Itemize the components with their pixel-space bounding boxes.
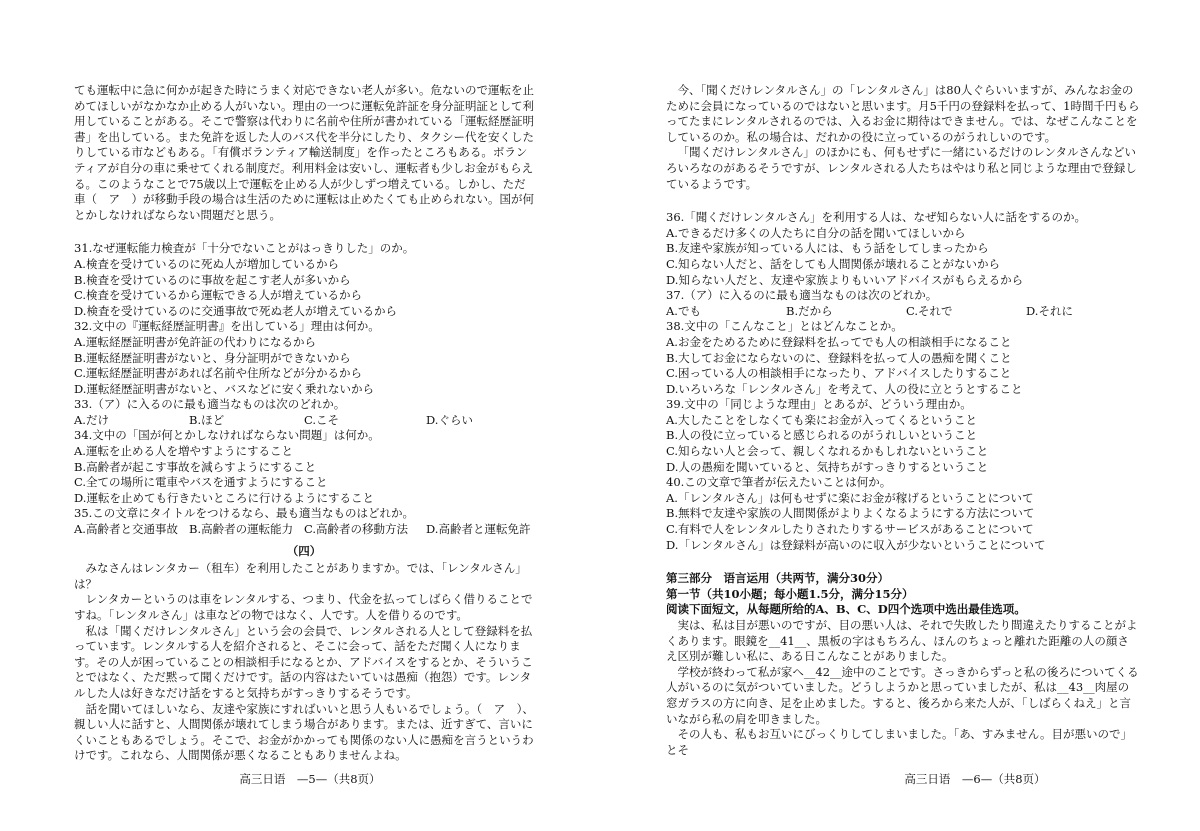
question-39: 39.文中の「同じような理由」とあるが、どういう理由か。: [666, 397, 972, 412]
option-40-d: D.「レンタルさん」は登録料が高いのに収入が少ないということについて: [666, 537, 1046, 552]
question-31: 31.なぜ運転能力検査が「十分でないことがはっきりした」のか。: [74, 241, 415, 256]
option-39-c: C.知らない人と会って、親しくなれるかもしれないということ: [666, 444, 989, 459]
right-page: [600, 0, 1200, 831]
question-35: 35.この文章にタイトルをつけるなら、最も適当なものはどれか。: [74, 506, 415, 521]
option-33-a: A.だけ: [74, 412, 109, 427]
option-33-d: D.ぐらい: [426, 412, 473, 427]
option-39-d: D.人の愚痴を聞いていると、気持ちがすっきりするということ: [666, 459, 989, 474]
option-36-d: D.知らない人だと、友達や家族よりもいいアドバイスがもらえるから: [666, 272, 1024, 287]
option-35-d: D.高齢者と運転免許: [426, 522, 531, 537]
options-33: [74, 413, 534, 429]
cloze-paragraph-2: 学校が終わって私が家へ__42__途中のことです。さっきからずっと私の後ろについてくる人がいるのに気がついていました。どうしようかと思っていましたが、私は__43__肉屋の窓ガラスの方に向き、足を止めました。すると、後ろから来た人が、「しばらくねえ」と言いながら私の肩を叩きました。: [666, 664, 1139, 726]
right-column: [666, 83, 1140, 758]
option-38-d: D.いろいろな「レンタルさん」を考えて、人の役に立とうとすること: [666, 381, 1023, 396]
option-37-b: B.だから: [786, 303, 833, 318]
section-1-heading: 第一节（共10小题；每小题1.5分，满分15分）: [666, 586, 914, 601]
reading-4-paragraph-5: 今、「聞くだけレンタルさん」の「レンタルさん」は80人ぐらいいますが、みんなお金のために会員になっているのではないと思います。月5千円の登録料を払って、1時間千円もらってたまにレンタルされるのでは、入るお金に期待はできません。では、なぜこんなことをしているのか。私の場合は、だれかの役に立っているのがうれしいのです。: [666, 83, 1140, 144]
option-37-d: D.それに: [1026, 303, 1073, 318]
question-40: 40.この文章で筆者が伝えたいことは何か。: [666, 475, 892, 490]
question-37: 37.（ア）に入るのに最も適当なものは次のどれか。: [666, 288, 938, 303]
reading-4-paragraph-4: 話を聞いてほしいなら、友達や家族にすればいいと思う人もいるでしょう。（ ア ）、親しい人に話すと、人間関係が壊れてしまう場合があります。または、近すぎて、言いにくいこともあるでしょう。そこで、お金がかかっても関係のない人に愚痴を言うというわけです。これなら、人間関係が悪くなることもありませんよね。: [74, 701, 534, 763]
question-36: 36.「聞くだけレンタルさん」を利用する人は、なぜ知らない人に話をするのか。: [666, 210, 1087, 225]
option-40-c: C.有料で人をレンタルしたりされたりするサービスがあることについて: [666, 522, 1034, 537]
option-33-c: C.こそ: [304, 412, 340, 427]
options-37: [666, 304, 1140, 320]
option-38-b: B.大してお金にならないのに、登録料を払って人の愚痴を聞くこと: [666, 350, 1012, 365]
option-34-a: A.運転を止める人を増やすようにすること: [74, 444, 293, 459]
option-32-d: D.運転経歴証明書がないと、バスなどに安く乗れないから: [74, 381, 374, 396]
option-32-b: B.運転経歴証明書がないと、身分証明ができないから: [74, 350, 351, 365]
option-39-a: A.大したことをしなくても楽にお金が入ってくるということ: [666, 412, 977, 427]
cloze-paragraph-3: その人も、私もお互いにびっくりしてしまいました。「あ、すみません。目が悪いので」とそ: [666, 727, 1132, 757]
option-31-a: A.検査を受けているのに死ぬ人が増加しているから: [74, 256, 339, 271]
option-35-a: A.高齢者と交通事故: [74, 522, 178, 537]
option-40-a: A.「レンタルさん」は何もせずに楽にお金が稼げるということについて: [666, 490, 1034, 505]
question-34: 34.文中の「国が何とかしなければならない問題」は何か。: [74, 428, 380, 443]
left-column: [74, 83, 534, 764]
option-32-c: C.運転経歴証明書があれば名前や住所などが分かるから: [74, 366, 363, 381]
section-4-heading: （四）: [286, 543, 322, 558]
option-35-b: B.高齢者の運転能力: [189, 522, 294, 537]
reading-4-paragraph-2: レンタカーというのは車をレンタルする、つまり、代金を払ってしばらく借りることですね。「レンタルさん」は車などの物ではなく、人です。人を借りるのです。: [74, 592, 533, 622]
page-footer-5: 高三日语 —5—（共8页）: [239, 772, 381, 786]
option-34-b: B.高齢者が起こす事故を減らすようにすること: [74, 459, 317, 474]
option-31-c: C.検査を受けているから運転できる人が増えているから: [74, 288, 363, 303]
option-37-a: A.でも: [666, 303, 701, 318]
option-36-a: A.できるだけ多くの人たちに自分の話を聞いてほしいから: [666, 225, 966, 240]
option-37-c: C.それで: [906, 303, 953, 318]
question-32: 32.文中の『運転経歴証明書』を出している」理由は何か。: [74, 319, 380, 334]
option-36-b: B.友達や家族が知っている人には、もう話をしてしまったから: [666, 241, 989, 256]
reading-passage-3-end: ても運転中に急に何かが起きた時にうまく対応できない老人が多い。危ないので運転を止めてほしいがなかなか止める人がいない。理由の一つに運転免許証を身分証明証として利用していることがある。そこで警察は代わりに名前や住所が書かれている「運転経歴証明書」を出している。また免許を返した人のバス代を半分にしたり、タクシー代を安くしたりしている市などもある。「有償ボランティア輸送制度」を作ったところもある。ボランティアが自分の車に乗せてくれる制度だ。利用料金は安いし、運転者も少しお金がもらえる。このようなことで75歳以上で運転を止める人が少しずつ増えている。しかし、ただ車（ ア ）が移動手段の場合は生活のために運転は止めたくても止められない。国が何とかしなければならない問題だと思う。: [74, 83, 534, 222]
reading-4-paragraph-3: 私は「聞くだけレンタルさん」という会の会員で、レンタルされる人として登録料を払っています。レンタルする人を紹介されると、そこに会って、話をただ聞く人になります。その人が困っていることの相談相手になるとか、アドバイスをするとか、そういうことではなく、ただ黙って聞くだけです。話の内容はたいていは愚痴（抱怨）です。レンタルした人は好きなだけ話をすると気持ちがすっきりするそうです。: [74, 623, 533, 700]
option-34-c: C.全ての場所に電車やバスを通すようにすること: [74, 475, 328, 490]
instruction-text: 阅读下面短文，从每题所给的A、B、C、D四个选项中选出最佳选项。: [666, 602, 1026, 617]
option-31-d: D.検査を受けているのに交通事故で死ぬ老人が増えているから: [74, 303, 397, 318]
reading-4-paragraph-1: みなさんはレンタカー（租车）を利用したことがありますか。では、「レンタルさん」は？: [74, 561, 527, 591]
page-footer-6: 高三日语 —6—（共8页）: [904, 772, 1046, 786]
option-31-b: B.検査を受けているのに事故を起こす老人が多いから: [74, 272, 351, 287]
question-33: 33.（ア）に入るのに最も適当なものは次のどれか。: [74, 397, 346, 412]
option-32-a: A.運転経歴証明書が免許証の代わりになるから: [74, 334, 316, 349]
option-40-b: B.無料で友達や家族の人間関係がよりよくなるようにする方法について: [666, 506, 1035, 521]
option-34-d: D.運転を止めても行きたいところに行けるようにすること: [74, 490, 374, 505]
question-38: 38.文中の「こんなこと」とはどんなことか。: [666, 319, 903, 334]
option-38-c: C.困っている人の相談相手になったり、アドバイスしたりすること: [666, 366, 1012, 381]
options-35: [74, 522, 534, 538]
option-39-b: B.人の役に立っていると感じられるのがうれしいということ: [666, 428, 978, 443]
option-35-c: C.高齢者の移動方法: [304, 522, 409, 537]
option-38-a: A.お金をためるために登録料を払ってでも人の相談相手になること: [666, 334, 1012, 349]
part-3-heading: 第三部分 语言运用（共两节，满分30分）: [666, 571, 890, 586]
option-36-c: C.知らない人だと、話をしても人間関係が壊れることがないから: [666, 256, 1001, 271]
cloze-paragraph-1: 実は、私は目が悪いのですが、目の悪い人は、それで失敗したり間違えたりすることがよくあります。眼鏡を__41__、黒板の字はもちろん、ほんのちょっと離れた距離の人の顔さえ区別が難しい私に、ある日こんなことがありました。: [666, 618, 1138, 664]
option-33-b: B.ほど: [189, 412, 225, 427]
reading-4-paragraph-6: 「聞くだけレンタルさん」のほかにも、何もせずに一緒にいるだけのレンタルさんなどいろいろなのがあるそうですが、レンタルされる人たちはやはり私と同じような理由で登録しているようです。: [666, 145, 1137, 191]
